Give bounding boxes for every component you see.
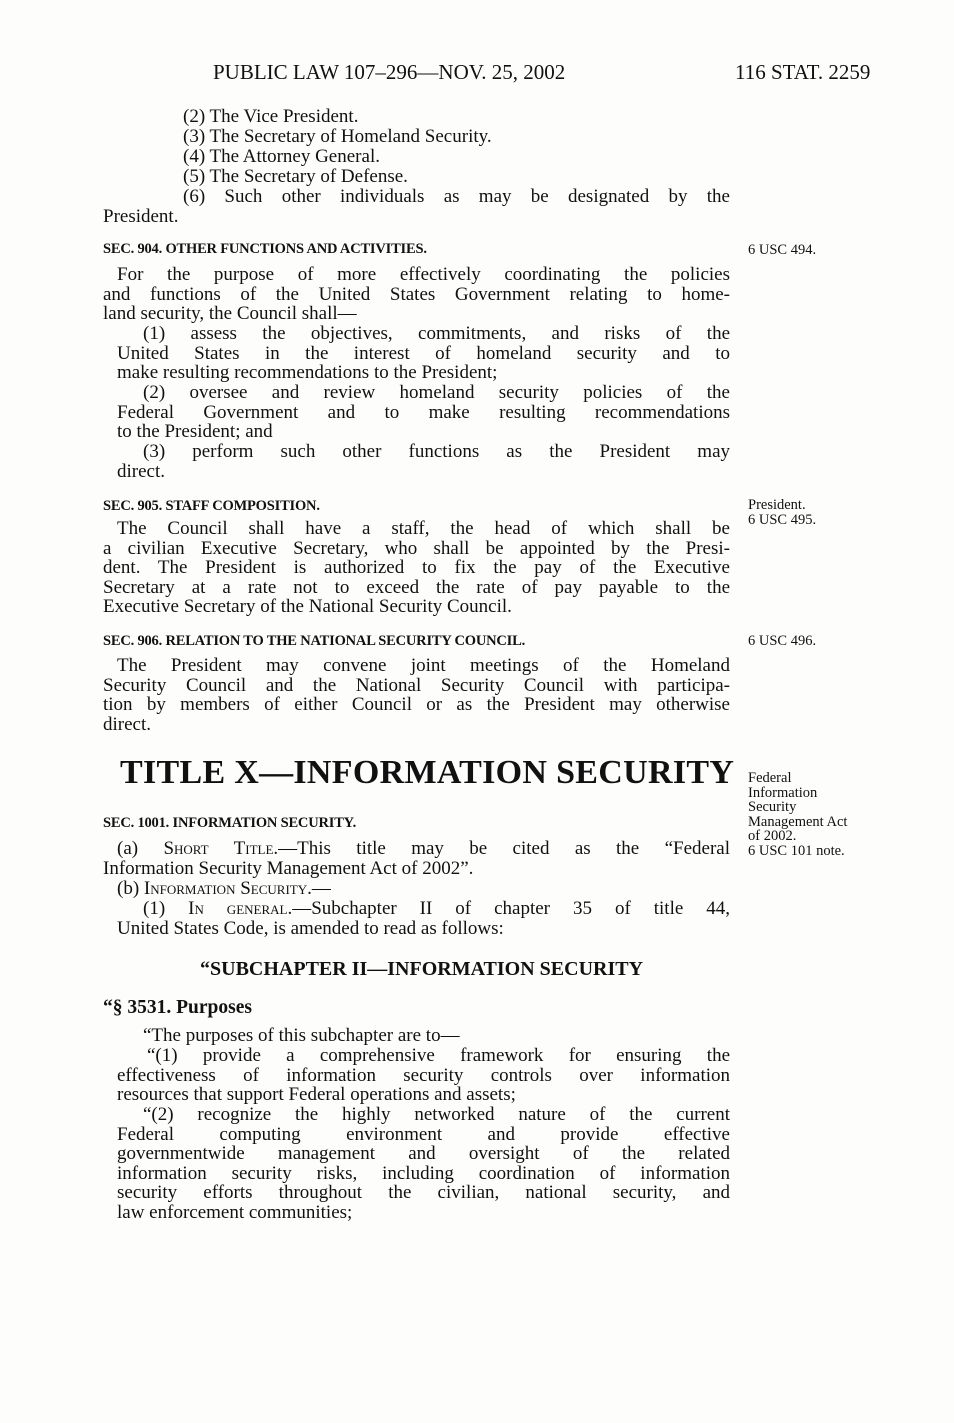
text-line: (3) The Secretary of Homeland Security. [183,126,492,147]
text-line: United States in the interest of homeland security and to [117,342,730,364]
text-line: and functions of the United States Government relating to home- [103,283,730,305]
text-line: President. [103,205,179,227]
note-line: Information [748,784,818,801]
text-line: United States Code, is amended to read as follows: [117,917,504,939]
text-line: “The purposes of this subchapter are to— [143,1025,460,1046]
paragraph [117,1046,730,1105]
paragraph [117,899,730,938]
paragraph [103,265,730,324]
text-line: (2) The Vice President. [183,106,359,127]
text-line: direct. [103,713,152,735]
text-line: governmentwide management and oversight of the related [117,1143,730,1165]
list-item [103,187,730,226]
text-line: Federal Government and to make resulting recommendations [117,401,730,423]
page-number: 116 STAT. 2259 [735,60,871,84]
running-header: PUBLIC LAW 107–296—NOV. 25, 2002 [213,60,566,84]
text-line: resources that support Federal operations and assets; [117,1084,516,1106]
text-line: Federal computing environment and provide effective [117,1123,730,1145]
text-line: “(2) recognize the highly networked nature of the current [143,1104,730,1125]
text-line: (5) The Secretary of Defense. [183,166,408,187]
text-line: land security, the Council shall— [103,303,357,325]
text-line: (1) In general.—Subchapter II of chapter 35 of title 44, [143,898,731,919]
paragraph [117,442,730,481]
list-item [103,127,730,147]
text-line: Information Security Management Act of 2002”. [103,857,474,879]
margin-note: 6 USC 494. [748,242,817,258]
text-line: Secretary at a rate not to exceed the rate of pay payable to the [103,576,730,598]
note-line: Security [748,799,797,815]
text-line: (6) Such other individuals as may be designated by the [183,186,730,207]
note-line: Management Act [748,813,848,830]
margin-note-fisma [748,771,847,858]
text-line: direct. [117,460,166,482]
margin-note: President. [748,497,806,513]
text-line: The President may convene joint meetings of the Homeland [117,655,730,676]
text-line: information security risks, including coordination of information [117,1162,730,1184]
text-line: make resulting recommendations to the President; [117,362,498,384]
section-heading: SEC. 905. STAFF COMPOSITION. [103,498,320,514]
text-line: dent. The President is authorized to fix the pay of the Executive [103,557,730,579]
paragraph [143,1026,770,1046]
text-line: a civilian Executive Secretary, who shall be appointed by the Presi- [103,537,730,559]
section-heading: SEC. 904. OTHER FUNCTIONS AND ACTIVITIES. [103,241,427,257]
text-line: tion by members of either Council or as the President may otherwise [103,694,730,716]
text-line: (b) Information Security.— [117,878,331,899]
paragraph [117,383,730,442]
text-line: to the President; and [117,421,273,443]
section-3531-heading: “§ 3531. Purposes [103,997,252,1018]
text-line: For the purpose of more effectively coordinating the policies [117,264,730,285]
paragraph [117,879,744,899]
text-line: (1) assess the objectives, commitments, and risks of the [143,323,730,344]
margin-note: 6 USC 496. [748,633,817,649]
paragraph [117,324,730,383]
text-line: The Council shall have a staff, the head of which shall be [117,518,730,539]
section-heading: SEC. 1001. INFORMATION SECURITY. [103,815,357,831]
paragraph [103,519,730,617]
note-line: Federal [748,770,792,786]
text-line: security efforts throughout the civilian, national security, and [117,1182,730,1204]
text-line: Security Council and the National Security Council with participa- [103,674,730,696]
list-item [103,147,730,167]
text-line: Executive Secretary of the National Security Council. [103,596,512,618]
list-item [103,167,730,187]
list-item [103,107,730,127]
text-line: (4) The Attorney General. [183,146,380,167]
text-line: (3) perform such other functions as the President may [143,441,730,462]
paragraph [117,1105,730,1223]
text-line: effectiveness of information security controls over information [117,1064,730,1086]
paragraph [103,839,730,878]
title-heading: TITLE X—INFORMATION SECURITY [120,754,735,791]
note-line: 6 USC 101 note. [748,842,845,859]
text-line: (2) oversee and review homeland security policies of the [143,382,730,403]
paragraph [103,656,730,734]
text-line: law enforcement communities; [117,1201,353,1223]
note-line: of 2002. [748,828,797,844]
text-line: “(1) provide a comprehensive framework for ensuring the [147,1045,730,1066]
subchapter-heading: “SUBCHAPTER II—INFORMATION SECURITY [200,958,644,980]
margin-note: 6 USC 495. [748,512,817,528]
section-heading: SEC. 906. RELATION TO THE NATIONAL SECURITY COUNCIL. [103,633,526,649]
text-line: (a) Short Title.—This title may be cited as the “Federal [117,838,731,859]
